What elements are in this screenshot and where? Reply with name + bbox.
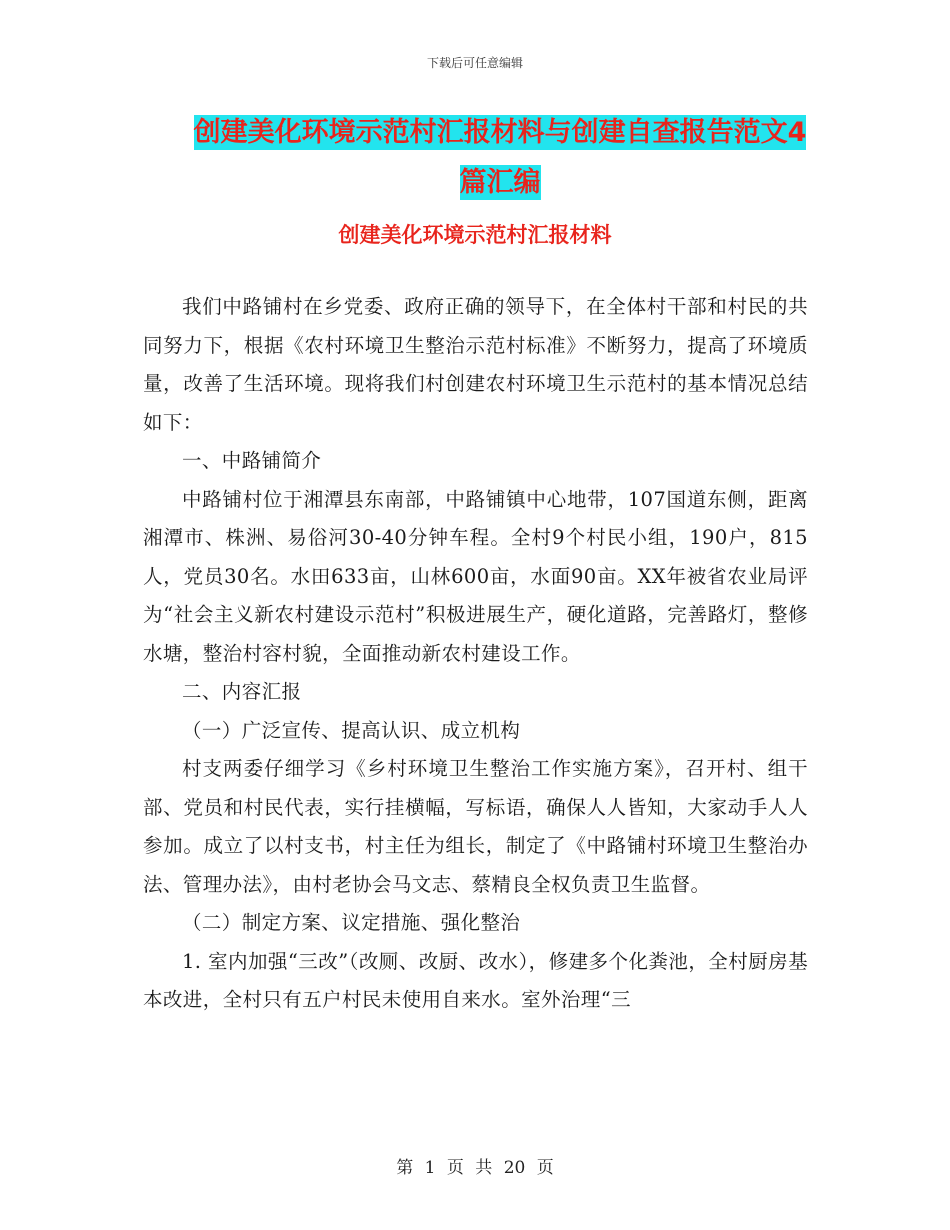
document-title-line-2: 篇汇编 (459, 167, 541, 198)
heading-report: 二、内容汇报 (182, 680, 302, 703)
subheading-publicity: （一）广泛宣传、提高认识、成立机构 (182, 718, 521, 742)
paragraph-publicity: 村支两委仔细学习《乡村环境卫生整治工作实施方案》，召开村、组干部、党员和村民代表，实行挂横幅，写标语，确保人人皆知，大家动手人人参加。成立了以村支书，村主任为组长，制定了《中路铺村环境卫生整治办法、管理办法》，由村老协会马文志、蔡精良全权负责卫生监督。 (143, 757, 808, 896)
paragraph-intro: 我们中路铺村在乡党委、政府正确的领导下，在全体村干部和村民的共同努力下，根据《农村环境卫生整治示范村标准》不断努力，提高了环境质量，改善了生活环境。现将我们村创建农村环境卫生示范村的基本情况总结如下： (143, 295, 808, 434)
document-body (143, 288, 808, 1020)
header-note: 下载后可任意编辑 (426, 56, 523, 70)
document-title-line-1: 创建美化环境示范村汇报材料与创建自查报告范文4 (193, 117, 807, 148)
heading-overview: 一、中路铺简介 (182, 449, 322, 472)
subheading-measures: （二）制定方案、议定措施、强化整治 (182, 911, 521, 934)
paragraph-measures: 1. 室内加强“三改”（改厕、改厨、改水），修建多个化粪池，全村厨房基本改进，全村只有五户村民未使用自来水。室外治理“三 (143, 949, 808, 1011)
section-title: 创建美化环境示范村汇报材料 (338, 223, 612, 247)
page-number: 第 1 页 共 20 页 (396, 1158, 554, 1178)
document-title (140, 108, 860, 208)
paragraph-overview: 中路铺村位于湘潭县东南部，中路铺镇中心地带，107国道东侧，距离湘潭市、株洲、易俗河30-40分钟车程。全村9个村民小组，190户，815人，党员30名。水田633亩，山林600亩，水面90亩。XX年被省农业局评为“社会主义新农村建设示范村”积极进展生产，硬化道路，完善路灯，整修水塘，整治村容村貌，全面推动新农村建设工作。 (143, 487, 808, 665)
